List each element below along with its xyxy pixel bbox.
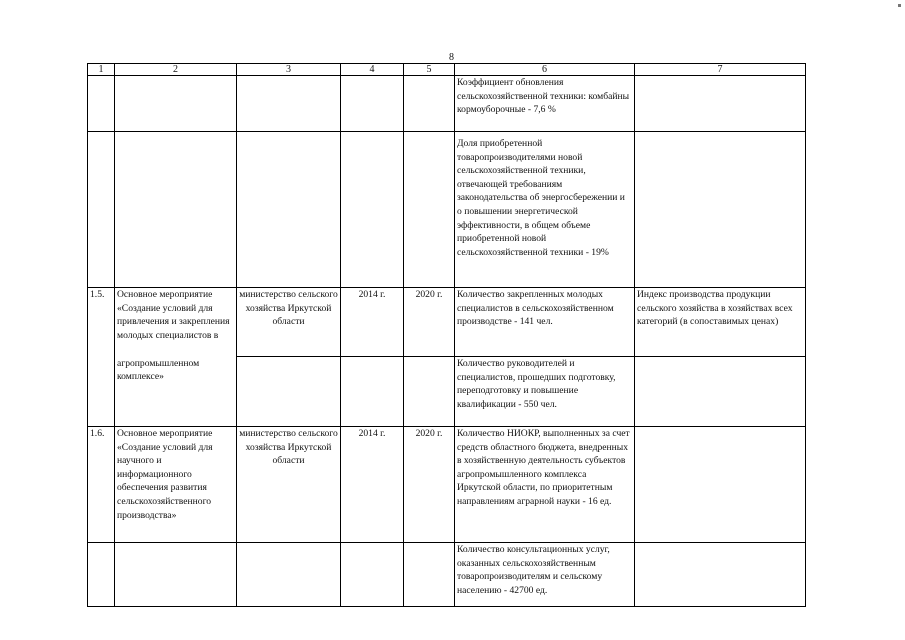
item-number: 1.5. (88, 288, 115, 357)
target-indicator-cell: Индекс производства продукции сельского хозяйства в хозяйствах всех категорий (в сопоставимых ценах) (635, 288, 806, 357)
indicator-cell: Количество НИОКР, выполненных за счет средств областного бюджета, внедренных в хозяйственную деятельность субъектов агропромышленного комплекса Иркутской области, по приоритетным направлениям аграрной науки - 16 ед. (455, 427, 635, 543)
column-number: 4 (341, 64, 404, 76)
indicator-cell: Количество консультационных услуг, оказанных сельскохозяйственным товаропроизводителям и сельскому населению - 42700 ед. (455, 543, 635, 607)
start-year: 2014 г. (341, 288, 404, 357)
executor-cell: министерство сельского хозяйства Иркутской области (237, 427, 341, 543)
indicator-cell: Количество закрепленных молодых специалистов в сельскохозяйственном производстве - 141 чел. (455, 288, 635, 357)
column-number: 6 (455, 64, 635, 76)
column-number: 7 (635, 64, 806, 76)
scan-speck (898, 4, 901, 7)
end-year: 2020 г. (404, 427, 455, 543)
column-number: 2 (115, 64, 237, 76)
program-table (87, 63, 806, 607)
measure-name: Основное мероприятие «Создание условий для научного и информационного обеспечения развития сельскохозяйственного производства» (115, 427, 237, 543)
column-number: 3 (237, 64, 341, 76)
measure-name-continued: агропромышленном комплексе» (115, 357, 237, 427)
end-year: 2020 г. (404, 288, 455, 357)
table-row (88, 76, 806, 132)
measure-name: Основное мероприятие «Создание условий для привлечения и закрепления молодых специалистов в (115, 288, 237, 357)
executor-cell: министерство сельского хозяйства Иркутской области (237, 288, 341, 357)
table-row (88, 543, 806, 607)
indicator-cell: Количество руководителей и специалистов, прошедших подготовку, переподготовку и повышение квалификации - 550 чел. (455, 357, 635, 427)
column-number: 5 (404, 64, 455, 76)
indicator-cell: Коэффициент обновления сельскохозяйственной техники: комбайны кормоуборочные - 7,6 % (455, 76, 635, 132)
column-numbers-row (88, 64, 806, 76)
page-number: 8 (449, 52, 454, 63)
start-year: 2014 г. (341, 427, 404, 543)
table-row (88, 427, 806, 543)
item-number: 1.6. (88, 427, 115, 543)
table-row (88, 288, 806, 357)
column-number: 1 (88, 64, 115, 76)
table-row (88, 132, 806, 288)
indicator-cell: Доля приобретенной товаропроизводителями новой сельскохозяйственной техники, отвечающей требованиям законодательства об энергосбережении и о повышении энергетической эффективности, в общем объеме приобретенной новой сельскохозяйственной техники - 19% (455, 132, 635, 288)
table-row (88, 357, 806, 427)
